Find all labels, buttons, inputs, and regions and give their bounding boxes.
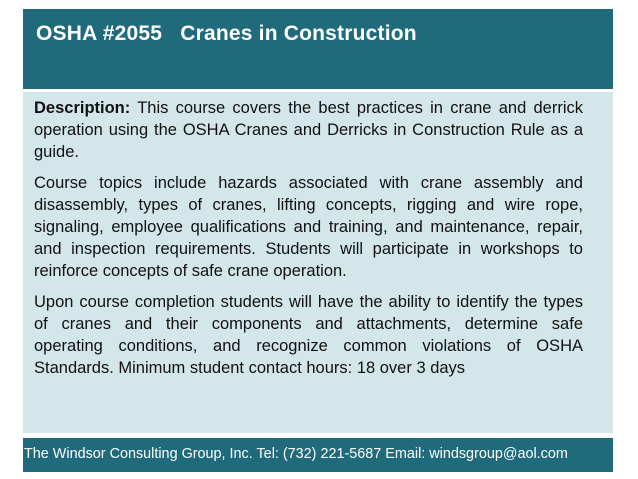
slide-title: OSHA #2055 Cranes in Construction bbox=[36, 22, 417, 45]
topics-paragraph: Course topics include hazards associated with crane assembly and disassembly, types of cranes, lifting concepts, rigging and wire rope, signaling, employee qualifications and training, and maintenance, repair, and inspection requirements. Students will participate in workshops to reinforce concepts of safe crane operation. bbox=[34, 174, 583, 280]
outcomes-paragraph: Upon course completion students will have the ability to identify the types of cranes and their components and attachments, determine safe operating conditions, and recognize common violations of OSHA Standards. Minimum student contact hours: 18 over 3 days bbox=[34, 293, 583, 377]
description-label: Description: bbox=[34, 99, 131, 117]
footer-contact: The Windsor Consulting Group, Inc. Tel: (732) 221-5687 Email: windsgroup@aol.com bbox=[24, 446, 568, 462]
description-paragraph bbox=[34, 98, 583, 163]
title-bar bbox=[23, 9, 613, 89]
description-text: This course covers the best practices in crane and derrick operation using the OSHA Cranes and Derricks in Construction Rule as a guide. bbox=[34, 99, 583, 161]
content-body bbox=[34, 98, 583, 390]
